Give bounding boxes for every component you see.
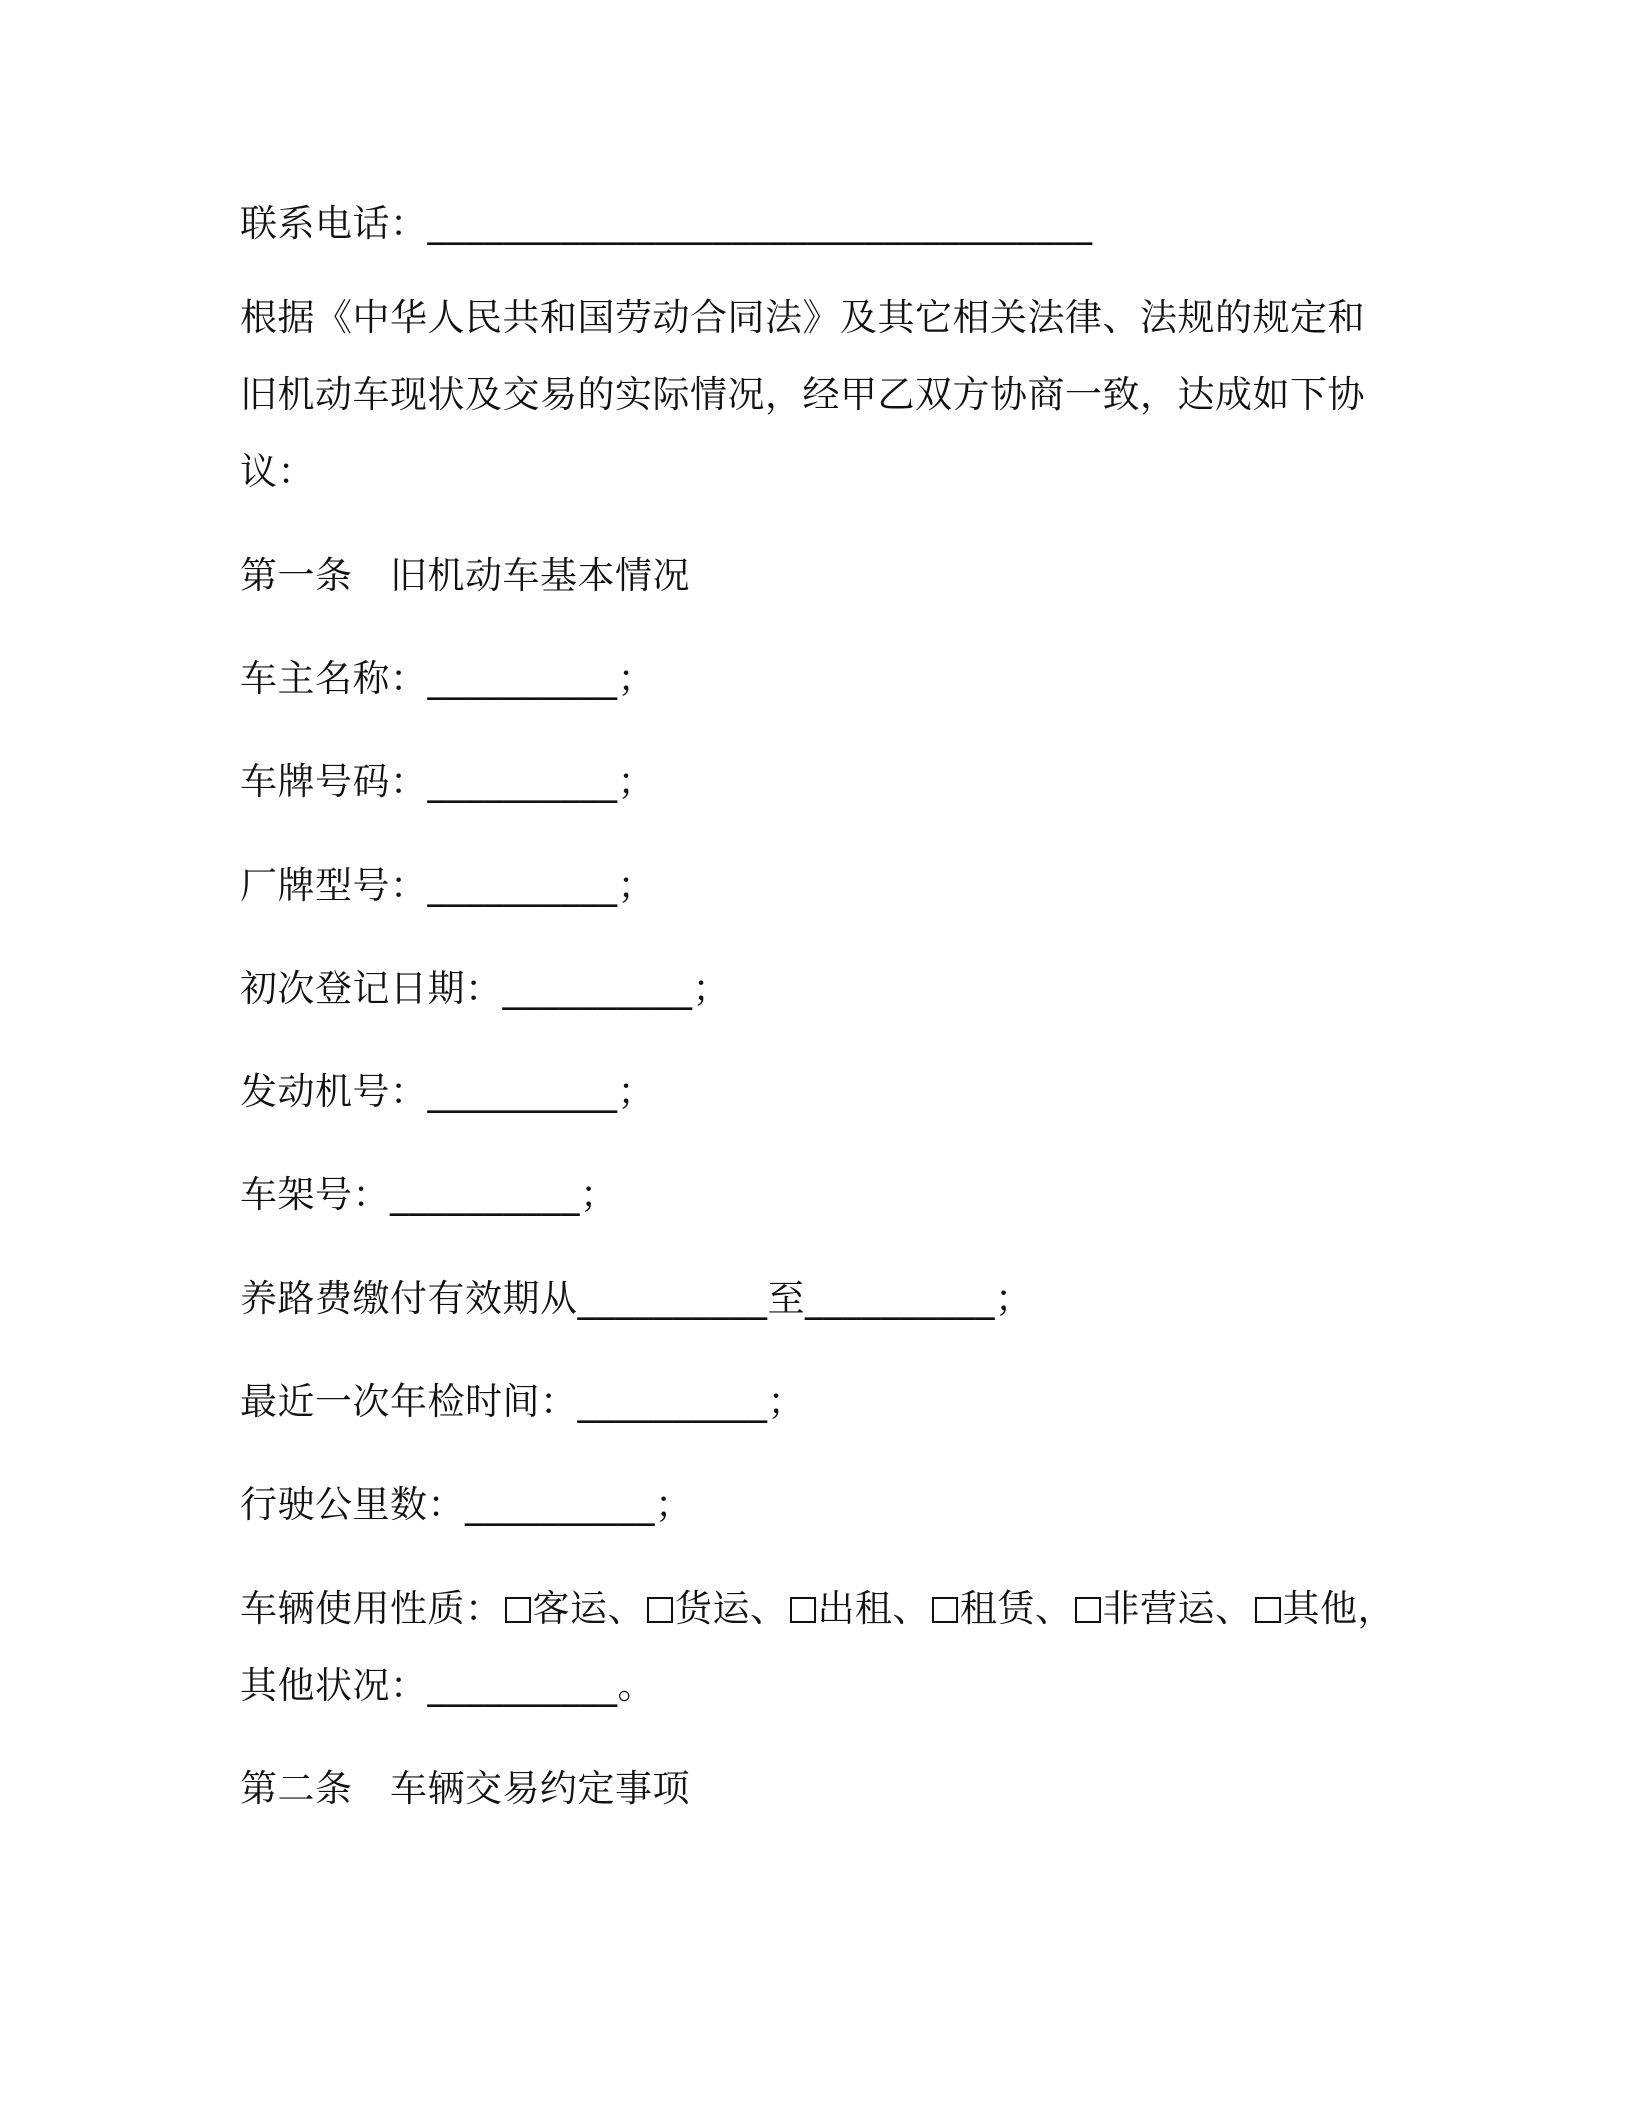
- usage-separator: 、: [892, 1587, 930, 1630]
- usage-option-passenger: 客运: [532, 1587, 608, 1630]
- usage-option-freight: 货运: [675, 1587, 750, 1630]
- usage-checkbox-taxi[interactable]: [790, 1597, 816, 1623]
- usage-checkbox-other[interactable]: [1255, 1597, 1281, 1623]
- usage-option-other: 其他: [1282, 1587, 1358, 1630]
- engine-number-line: 发动机号：__________；: [240, 1070, 655, 1113]
- first-registration-line: 初次登记日期：__________；: [240, 967, 730, 1010]
- mileage-line: 行驶公里数：__________；: [240, 1483, 693, 1526]
- road-fee-line: 养路费缴付有效期从__________至__________；: [240, 1277, 1033, 1320]
- usage-separator: 、: [607, 1587, 645, 1630]
- usage-label: 车辆使用性质：: [240, 1587, 503, 1630]
- other-status: ，其他状况：__________。: [240, 1587, 1395, 1707]
- usage-separator: 、: [1215, 1587, 1253, 1630]
- usage-option-lease: 租赁: [960, 1587, 1035, 1630]
- usage-checkbox-passenger[interactable]: [505, 1597, 531, 1623]
- last-inspection-line: 最近一次年检时间：__________；: [240, 1380, 805, 1423]
- usage-option-taxi: 出租: [817, 1587, 893, 1630]
- usage-paragraph: [240, 1570, 1400, 1724]
- usage-checkbox-freight[interactable]: [647, 1597, 673, 1623]
- plate-number-line: 车牌号码：__________；: [240, 760, 655, 803]
- usage-option-non-commercial: 非营运: [1102, 1587, 1215, 1630]
- owner-name-line: 车主名称：__________；: [240, 657, 655, 700]
- usage-separator: 、: [1035, 1587, 1073, 1630]
- brand-model-line: 厂牌型号：__________；: [240, 864, 655, 907]
- frame-number-line: 车架号：__________；: [240, 1173, 618, 1216]
- usage-checkbox-non-commercial[interactable]: [1075, 1597, 1101, 1623]
- phone-line: 联系电话：___________________________________: [240, 202, 1093, 245]
- article2-heading: 第二条 车辆交易约定事项: [240, 1767, 690, 1810]
- article1-heading: 第一条 旧机动车基本情况: [240, 554, 690, 597]
- usage-checkbox-lease[interactable]: [932, 1597, 958, 1623]
- usage-separator: 、: [750, 1587, 788, 1630]
- intro-paragraph: 根据《中华人民共和国劳动合同法》及其它相关法律、法规的规定和旧机动车现状及交易的实际情况，经甲乙双方协商一致，达成如下协议：: [240, 296, 1365, 493]
